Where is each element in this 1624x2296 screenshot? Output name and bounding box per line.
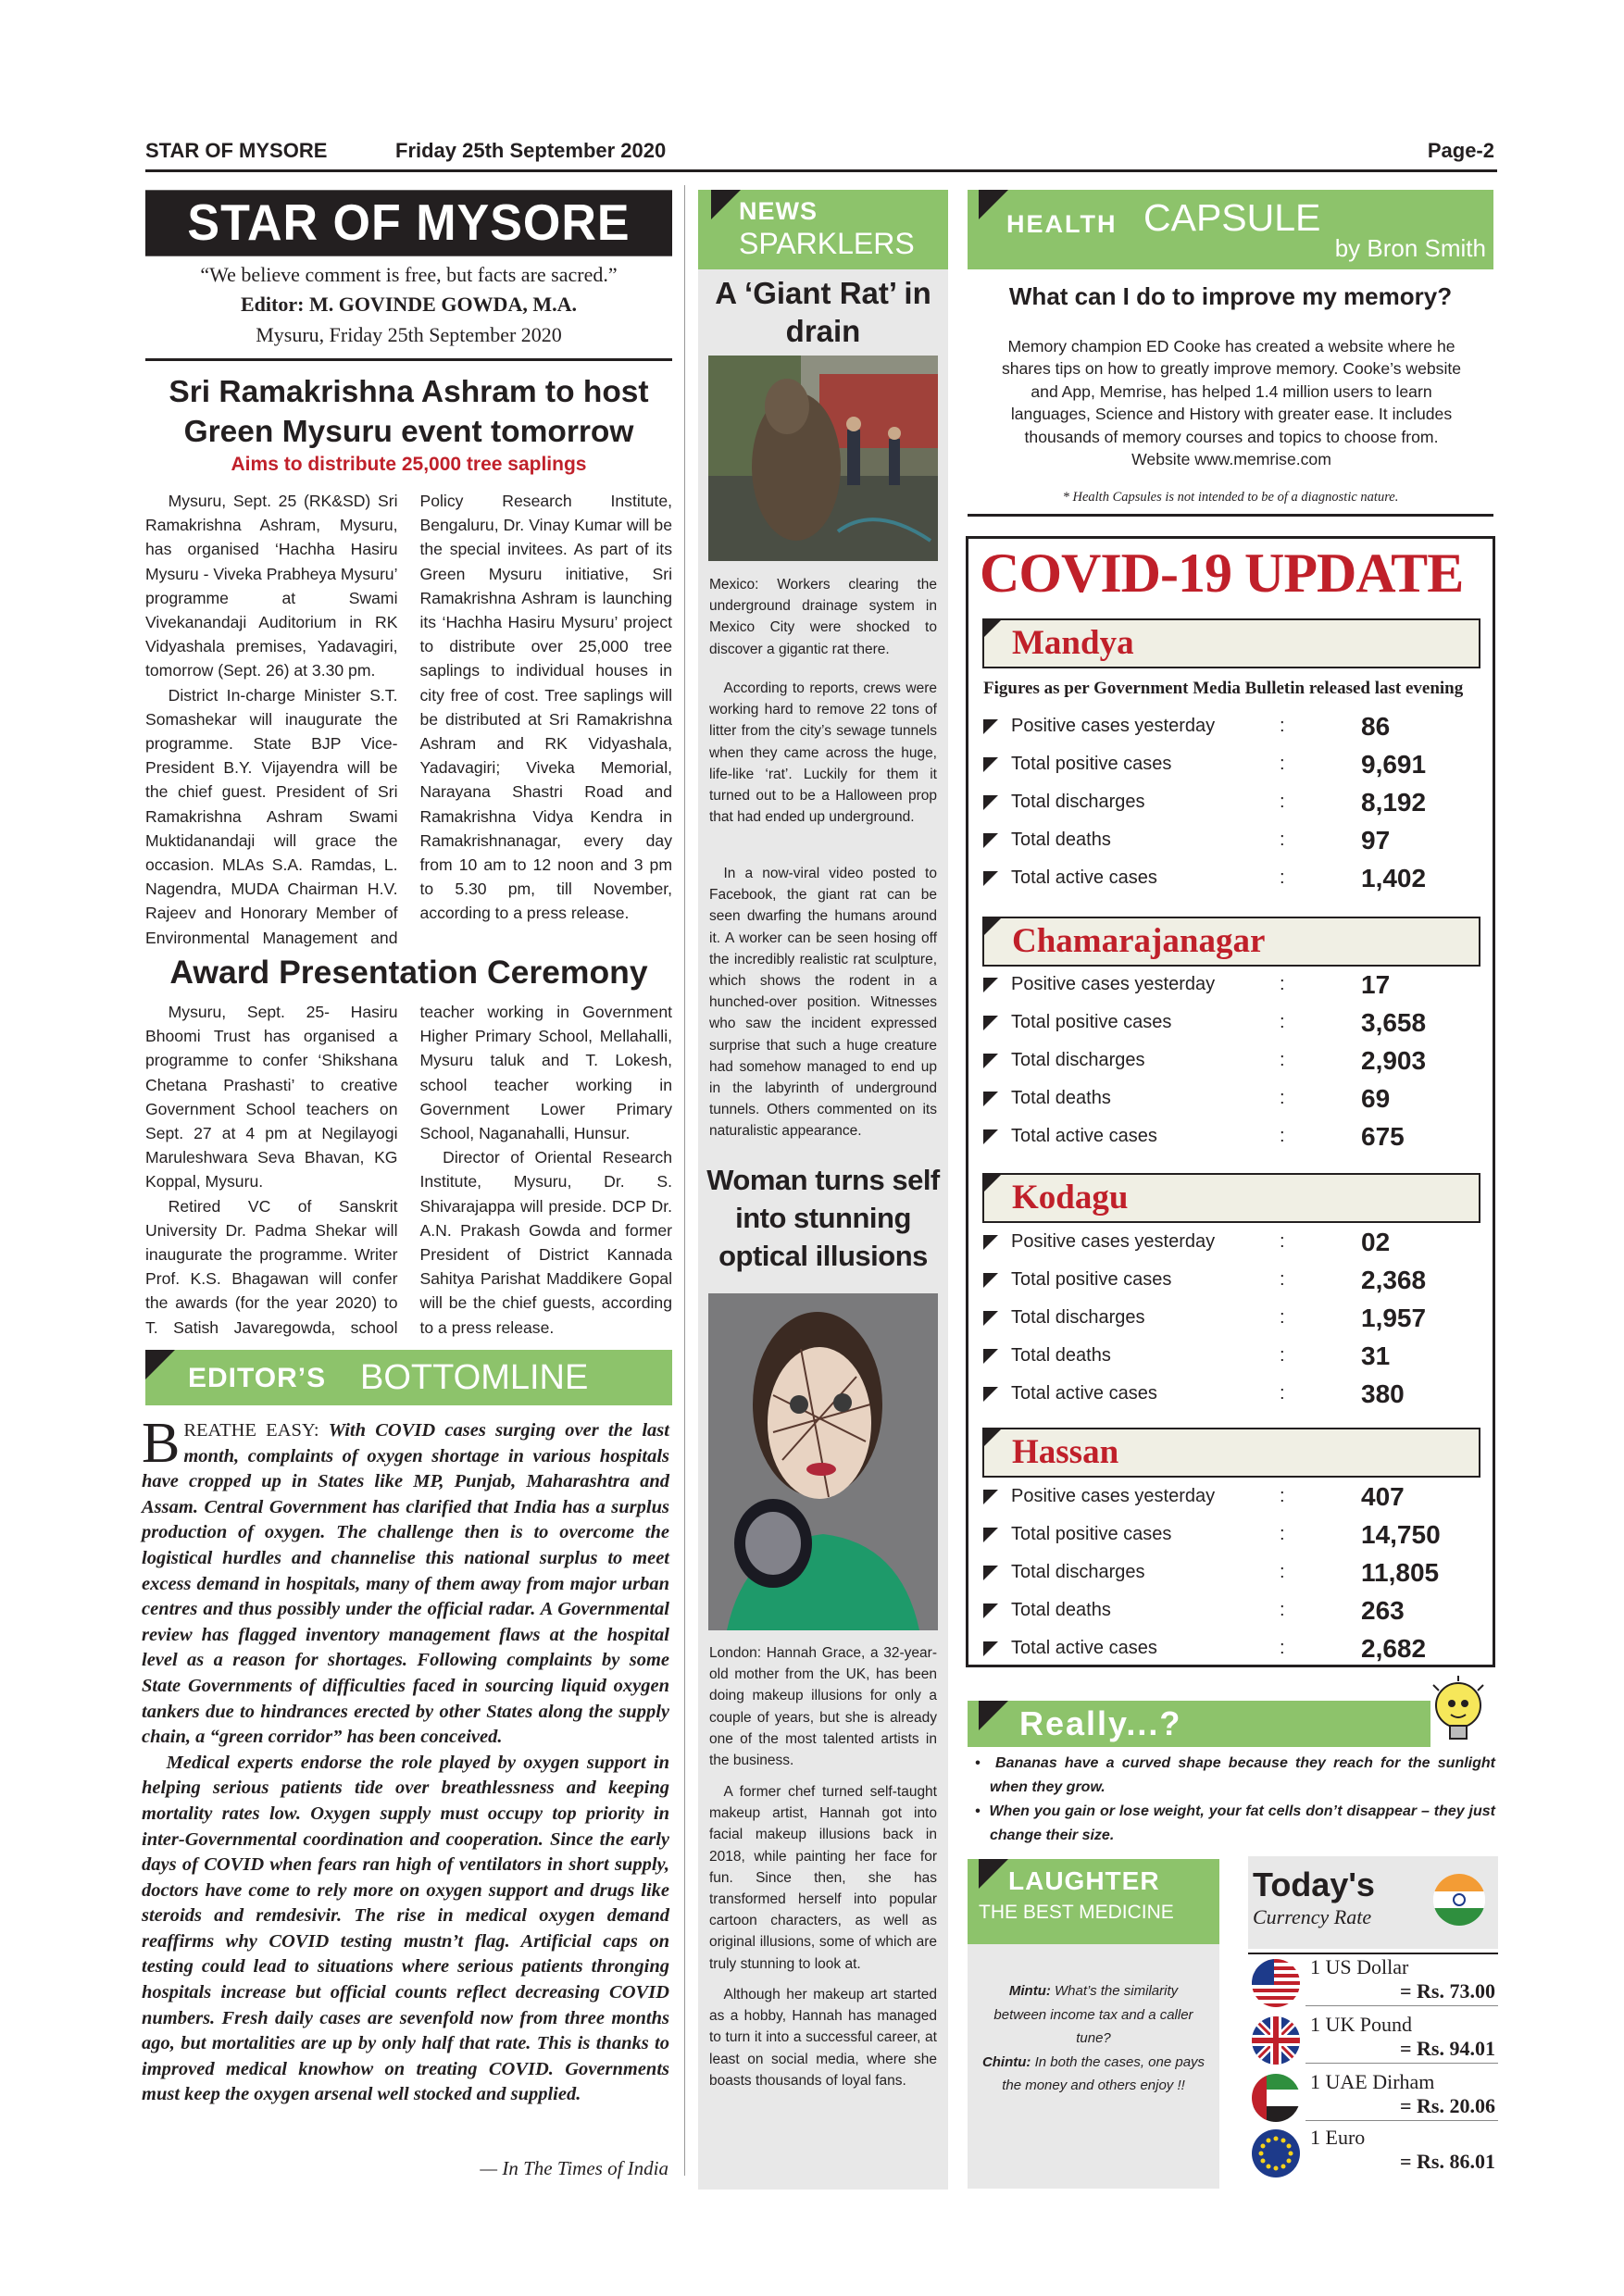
currency-value: = Rs. 73.00 <box>1400 1979 1495 2003</box>
covid-row-colon: : <box>1280 1486 1285 1506</box>
covid-row-colon: : <box>1280 1524 1285 1544</box>
covid-source-note: Figures as per Government Media Bulletin released last evening <box>983 679 1464 698</box>
covid-row <box>983 1478 1511 1516</box>
district-header <box>982 1173 1480 1223</box>
covid-row-value: 1,957 <box>1361 1303 1427 1332</box>
really-facts <box>971 1752 1495 1848</box>
bullet-icon <box>983 1349 998 1364</box>
covid-row-label: Positive cases yesterday <box>1011 1231 1216 1252</box>
header-paper-name: STAR OF MYSORE <box>145 139 328 162</box>
covid-row-colon: : <box>1280 1088 1285 1108</box>
covid-row-label: Total discharges <box>1011 1050 1145 1070</box>
editorial-source: — In The Times of India <box>480 2157 668 2179</box>
covid-row-value: 02 <box>1361 1227 1391 1256</box>
covid-row-label: Positive cases yesterday <box>1011 716 1216 736</box>
india-flag-icon <box>1433 1874 1485 1926</box>
covid-row-label: Total deaths <box>1011 1088 1111 1108</box>
health-question: What can I do to improve my memory? <box>1008 282 1453 310</box>
covid-row-colon: : <box>1280 1269 1285 1290</box>
covid-row-value: 1,402 <box>1361 863 1427 892</box>
covid-row <box>983 1591 1511 1629</box>
covid-row-value: 14,750 <box>1361 1519 1441 1549</box>
covid-row-colon: : <box>1280 1562 1285 1582</box>
covid-row <box>983 1261 1511 1299</box>
covid-row <box>983 859 1511 897</box>
story2-paragraph: Mysuru, Sept. 25- Hasiru Bhoomi Trust has organised a programme to confer ‘Shikshana Chetana Prashasti’ to creative Government School teachers on Sept. 27 at 4 pm at Negilayogi Maruleshwara Seva Bhavan, KG Koppal, Mysuru. <box>145 1003 398 1192</box>
masthead-dateline: Mysuru, Friday 25th September 2020 <box>256 323 562 346</box>
covid-row-label: Total discharges <box>1011 1307 1145 1328</box>
header-page-number: Page-2 <box>1427 139 1494 162</box>
editorial-paragraph: With COVID cases surging over the last month, complaints of oxygen shortage in various hospitals have cropped up in States like MP, Punjab, Maharashtra and Assam. Central Government has clarified that India has a surplus production of oxygen. The challenge then is to overcome the logistical hurdles and channelise this national surplus to meet excess demand in hospitals, many of them away from major urban centres and thus possibly under the official radar. A Governmental review has flagged inventory management flaws at the hospital level as a reason for shortages. Following complaints by some State Governments of difficulties faced in sourcing liquid oxygen tankers due to hindrances erected by other States along the supply chain, a “green corridor” has been conceived. <box>142 1420 669 1748</box>
covid-row-value: 97 <box>1361 825 1391 855</box>
district-name: Kodagu <box>1012 1179 1129 1217</box>
column-divider <box>684 185 685 2176</box>
district-name: Mandya <box>1012 624 1134 662</box>
covid-row-value: 8,192 <box>1361 787 1427 817</box>
laughter-joke <box>981 1979 1206 2098</box>
laughter-banner-bottom: THE BEST MEDICINE <box>979 1902 1174 1923</box>
bullet-icon <box>983 871 998 886</box>
story1-subhead: Aims to distribute 25,000 tree saplings <box>231 454 587 475</box>
covid-row-value: 69 <box>1361 1083 1391 1113</box>
bullet-icon <box>983 978 998 992</box>
banner-corner <box>982 618 1003 639</box>
bullet-icon <box>983 1092 998 1106</box>
bullet-icon <box>983 1641 998 1656</box>
covid-title: COVID-19 UPDATE <box>980 543 1464 604</box>
bullet-icon <box>983 1311 998 1326</box>
district-header <box>982 917 1480 967</box>
currency-title: Today's <box>1253 1866 1375 1903</box>
bullet-icon <box>983 1387 998 1402</box>
joke-speaker: Chintu: <box>981 2053 1031 2070</box>
covid-row-colon: : <box>1280 1600 1285 1620</box>
story1-body <box>145 489 672 956</box>
covid-row-colon: : <box>1280 792 1285 812</box>
covid-row-label: Total deaths <box>1011 1600 1111 1620</box>
covid-row-value: 407 <box>1361 1481 1405 1511</box>
district-header <box>982 1428 1480 1478</box>
rat-photo <box>708 356 938 561</box>
health-body: Memory champion ED Cooke has created a website where he shares tips on how to greatly improve memory. Cooke’s website and App, Memrise, has helped 1.4 million users to learn languages, Science and History with greater ease. It includes thousands of memory courses and topics to choose from. Website www.memrise.com <box>1001 337 1462 469</box>
health-banner-light: CAPSULE <box>1143 196 1321 239</box>
covid-row-colon: : <box>1280 1231 1285 1252</box>
uae-flag-icon <box>1252 2074 1300 2122</box>
covid-row <box>983 1079 1511 1117</box>
bullet-icon <box>983 833 998 848</box>
covid-row-colon: : <box>1280 1638 1285 1658</box>
header-date: Friday 25th September 2020 <box>395 139 667 162</box>
rat-caption: Mexico: Workers clearing the underground drainage system in Mexico City were shocked to discover a gigantic rat there. <box>709 577 937 657</box>
covid-row-colon: : <box>1280 1345 1285 1366</box>
covid-row-value: 2,368 <box>1361 1265 1427 1294</box>
currency-divider <box>1305 2120 1498 2121</box>
health-banner <box>968 190 1493 269</box>
covid-row <box>983 1004 1511 1042</box>
covid-row-colon: : <box>1280 830 1285 850</box>
banner-corner <box>982 1428 1003 1448</box>
covid-row-colon: : <box>1280 974 1285 994</box>
covid-row <box>983 1516 1511 1554</box>
bullet-icon <box>983 1603 998 1618</box>
editorial-banner-light: BOTTOMLINE <box>360 1358 589 1397</box>
covid-row-colon: : <box>1280 1050 1285 1070</box>
woman-paragraph: Although her makeup art started as a hobby, Hannah has managed to turn it into a successful career, at least on social media, where she boasts thousands of loyal fans. <box>709 1987 937 2089</box>
joke-line: What’s the similarity between income tax and a caller tune? <box>993 1983 1193 2046</box>
district-name: Hassan <box>1012 1433 1119 1471</box>
sparklers-banner-top: NEWS <box>739 197 818 225</box>
covid-row-value: 2,903 <box>1361 1045 1427 1075</box>
masthead-rule <box>145 358 672 361</box>
bullet-icon <box>983 1566 998 1580</box>
covid-row-label: Total discharges <box>1011 1562 1145 1582</box>
bullet-icon <box>983 795 998 810</box>
story2-headline: Award Presentation Ceremony <box>169 954 648 991</box>
covid-row <box>983 1554 1511 1591</box>
covid-row <box>983 783 1511 821</box>
editorial-lead: REATHE EASY: <box>183 1420 329 1441</box>
covid-row-label: Positive cases yesterday <box>1011 1486 1216 1506</box>
covid-row-label: Total deaths <box>1011 1345 1111 1366</box>
currency-value: = Rs. 86.01 <box>1400 2150 1495 2173</box>
story2-paragraph: Retired VC of Sanskrit University Dr. Padma Shekar will inaugurate the programme. Writer Prof. K.S. Bhagawan will confer the awards (for the year 2020) to T. Satish Javaregowda, school teacher working in Government Higher Primary School, Mellahalli, Mysuru taluk and T. Lokesh, school teacher working in Government Lower Primary School, Naganahalli, Hunsur. <box>145 1003 672 1337</box>
health-rule <box>968 514 1493 517</box>
covid-row-colon: : <box>1280 754 1285 774</box>
editorial-dropcap: B <box>142 1412 181 1475</box>
covid-row-label: Total positive cases <box>1011 1524 1172 1544</box>
story1-paragraph: District In-charge Minister S.T. Somashekar will inaugurate the programme. State BJP Vice-President B.Y. Vijayendra will be the chief guest. President of Sri Ramakrishna Ashram Swami Muktidanandaji will grace the occasion. MLAs S.A. Ramdas, L. Nagendra, MUDA Chairman H.V. Rajeev and Honorary Member of Environmental Management and Policy Research Institute, Bengaluru, Dr. Vinay Kumar will be the special invitees. As part of its Green Mysuru initiative, Sri Ramakrishna Ashram is launching its ‘Hachha Hasiru Mysuru’ project to distribute over 25,000 tree saplings to individual houses in city free of cost. Tree saplings will be distributed at Sri Ramakrishna Ashram and RK Vidyashala, Yadavagiri; Viveka Memorial, Narayana Shastri Road and Ramakrishna Vidya Kendra in Ramakrishnanagar, every day from 10 am to 12 noon and 3 pm to 5.30 pm, till November, according to a press release. <box>145 492 672 947</box>
masthead-editor: Editor: M. GOVINDE GOWDA, M.A. <box>241 293 577 316</box>
covid-row <box>983 966 1511 1004</box>
editorial-paragraph: Medical experts endorse the role played by oxygen support in helping serious patients tide over breathlessness and keeping mortality rates low. Oxygen supply must occupy top priority in inter-Governmental coordination and cooperation. Since the early days of COVID when fears ran high of ventilators in short supply, doctors have come to rely more on oxygen support and drugs like steroids and remdesivir. The rise in medical oxygen demand reaffirms why COVID testing mustn’t flag. Artificial caps on testing could lead to situations where serious patients thronging hospitals increase but official counts reflect decreasing COVID numbers. Fresh daily cases are sevenfold now from three months ago, but mortalities are up by only half that rate. This is thanks to improved medical knowhow on treating COVID. Governments must keep the oxygen arsenal well stocked and supplied. <box>142 1752 669 2105</box>
covid-row-value: 11,805 <box>1361 1557 1440 1587</box>
woman-paragraph: A former chef turned self-taught makeup artist, Hannah got into facial makeup illusions back in 2018, while painting her face for fun. Since then, she has transformed herself into popular cartoon characters, as well as original illusions, some of which are truly stunning to look at. <box>709 1784 937 1972</box>
covid-row-colon: : <box>1280 1383 1285 1404</box>
covid-row-label: Total active cases <box>1011 1126 1157 1146</box>
masthead-logo: STAR OF MYSORE <box>145 190 672 256</box>
sparklers-banner <box>698 190 948 269</box>
covid-row-value: 3,658 <box>1361 1007 1427 1037</box>
bullet-icon <box>983 1016 998 1030</box>
really-fact: • Bananas have a curved shape because they reach for the sunlight when they grow. <box>975 1755 1495 1795</box>
woman-photo <box>708 1293 938 1630</box>
really-fact: • When you gain or lose weight, your fat cells don’t disappear – they just change their size. <box>975 1803 1495 1843</box>
covid-row-label: Positive cases yesterday <box>1011 974 1216 994</box>
currency-rule <box>1248 1953 1498 1954</box>
editorial-body <box>142 1412 669 2108</box>
covid-row <box>983 821 1511 859</box>
bullet-icon <box>983 1528 998 1542</box>
health-byline: by Bron Smith <box>1334 234 1486 262</box>
masthead-motto: “We believe comment is free, but facts are sacred.” <box>200 263 618 286</box>
covid-row-value: 675 <box>1361 1121 1405 1151</box>
currency-name: 1 UK Pound <box>1310 2013 1413 2036</box>
covid-row <box>983 1629 1511 1667</box>
joke-speaker: Mintu: <box>1008 1983 1051 1999</box>
covid-row <box>983 1337 1511 1375</box>
covid-row-value: 380 <box>1361 1379 1405 1408</box>
covid-row-value: 9,691 <box>1361 749 1427 779</box>
covid-row-label: Total positive cases <box>1011 1269 1172 1290</box>
header-rule <box>145 169 1497 172</box>
really-banner-text: Really...? <box>1019 1704 1182 1742</box>
banner-corner <box>979 1701 1008 1730</box>
laughter-banner-top: LAUGHTER <box>1008 1866 1160 1895</box>
currency-divider <box>1305 2005 1498 2006</box>
covid-row-label: Total deaths <box>1011 830 1111 850</box>
covid-row <box>983 1042 1511 1079</box>
covid-row <box>983 745 1511 783</box>
rat-paragraph: According to reports, crews were working hard to remove 22 tons of litter from the city’s sewage tunnels when they came across the huge, life-like ‘rat’. Luckily for them it turned out to be a Halloween prop that had ended up underground. <box>709 680 937 826</box>
banner-corner <box>979 1859 1008 1889</box>
covid-row-label: Total active cases <box>1011 1383 1157 1404</box>
sparklers-banner-bottom: SPARKLERS <box>739 227 915 260</box>
woman-paragraph: London: Hannah Grace, a 32-year-old mother from the UK, has been doing makeup illusions for only a couple of years, but she is already one of the most talented artists in the business. <box>709 1645 937 1769</box>
currency-divider <box>1305 2063 1498 2064</box>
currency-name: 1 Euro <box>1310 2126 1366 2149</box>
covid-row <box>983 1299 1511 1337</box>
currency-value: = Rs. 94.01 <box>1400 2037 1495 2060</box>
covid-row-label: Total discharges <box>1011 792 1145 812</box>
banner-corner <box>982 1173 1003 1193</box>
really-banner <box>968 1701 1430 1747</box>
bullet-icon <box>983 1129 998 1144</box>
health-disclaimer: * Health Capsules is not intended to be of a diagnostic nature. <box>1062 490 1399 505</box>
covid-row-value: 263 <box>1361 1595 1405 1625</box>
woman-headline: Woman turns self into stunning optical illusions <box>706 1164 940 1272</box>
covid-row-value: 31 <box>1361 1341 1391 1370</box>
covid-row <box>983 707 1511 745</box>
covid-row-colon: : <box>1280 1126 1285 1146</box>
currency-name: 1 UAE Dirham <box>1310 2070 1435 2093</box>
covid-row-label: Total positive cases <box>1011 1012 1172 1032</box>
covid-row-colon: : <box>1280 1012 1285 1032</box>
uk-flag-icon <box>1252 2016 1300 2065</box>
district-header <box>982 618 1480 668</box>
bullet-icon <box>983 1490 998 1504</box>
covid-row-label: Total active cases <box>1011 867 1157 888</box>
eu-flag-icon <box>1252 2129 1300 2177</box>
covid-row <box>983 1117 1511 1155</box>
bullet-icon <box>983 757 998 772</box>
lightbulb-icon <box>1426 1676 1491 1750</box>
currency-name: 1 US Dollar <box>1310 1955 1409 1978</box>
covid-row <box>983 1223 1511 1261</box>
bullet-icon <box>983 1235 998 1250</box>
joke-line: In both the cases, one pays the money and others enjoy !! <box>1002 2053 1206 2093</box>
banner-corner <box>711 190 741 219</box>
banner-corner <box>145 1350 175 1379</box>
rat-paragraph: In a now-viral video posted to Facebook, the giant rat can be seen dwarfing the humans around it. A worker can be seen hosing off the incredibly realistic rat sculpture, which shows the rodent in a hunched-over position. Witnesses who saw the incident expressed surprise that such a huge creature had somehow managed to end up in the labyrinth of underground tunnels. Others commented on its naturalistic appearance. <box>709 866 937 1140</box>
covid-row-value: 86 <box>1361 711 1391 741</box>
covid-row-value: 17 <box>1361 969 1391 999</box>
banner-corner <box>979 190 1008 219</box>
editorial-banner-bold: EDITOR’S <box>188 1363 327 1393</box>
story2-paragraph: Director of Oriental Research Institute, Mysuru, Dr. S. Shivarajappa will preside. DCP Dr. A.N. Prakash Gowda and former President of District Kannada Sahitya Parishat Maddikere Gopal will be the chief guests, according to a press release. <box>419 1148 672 1337</box>
editorial-banner <box>145 1350 672 1405</box>
health-banner-bold: HEALTH <box>1006 210 1118 238</box>
bullet-icon <box>983 1054 998 1068</box>
story1-paragraph: Mysuru, Sept. 25 (RK&SD) Sri Ramakrishna Ashram, Mysuru, has organised ‘Hachha Hasiru Mysuru - Viveka Prabheya Mysuru’ programme at Swami Vivekanandaji Auditorium in RK Vidyashala premises, Yadavagiri, tomorrow (Sept. 26) at 3.30 pm. <box>145 492 398 680</box>
covid-row-value: 2,682 <box>1361 1633 1427 1663</box>
covid-row-label: Total positive cases <box>1011 754 1172 774</box>
bullet-icon <box>983 719 998 734</box>
covid-row <box>983 1375 1511 1413</box>
story1-headline: Sri Ramakrishna Ashram to host Green Mysuru event tomorrow <box>169 375 649 449</box>
currency-subtitle: Currency Rate <box>1253 1905 1372 1928</box>
currency-value: = Rs. 20.06 <box>1400 2094 1495 2117</box>
banner-corner <box>982 917 1003 937</box>
us-flag-icon <box>1252 1959 1300 2007</box>
covid-row-label: Total active cases <box>1011 1638 1157 1658</box>
story2-body <box>145 1000 672 1342</box>
bullet-icon <box>983 1273 998 1288</box>
covid-row-colon: : <box>1280 867 1285 888</box>
covid-row-colon: : <box>1280 716 1285 736</box>
district-name: Chamarajanagar <box>1012 922 1266 960</box>
rat-headline: A ‘Giant Rat’ in drain <box>715 276 931 348</box>
laughter-banner <box>968 1859 1219 1944</box>
covid-row-colon: : <box>1280 1307 1285 1328</box>
